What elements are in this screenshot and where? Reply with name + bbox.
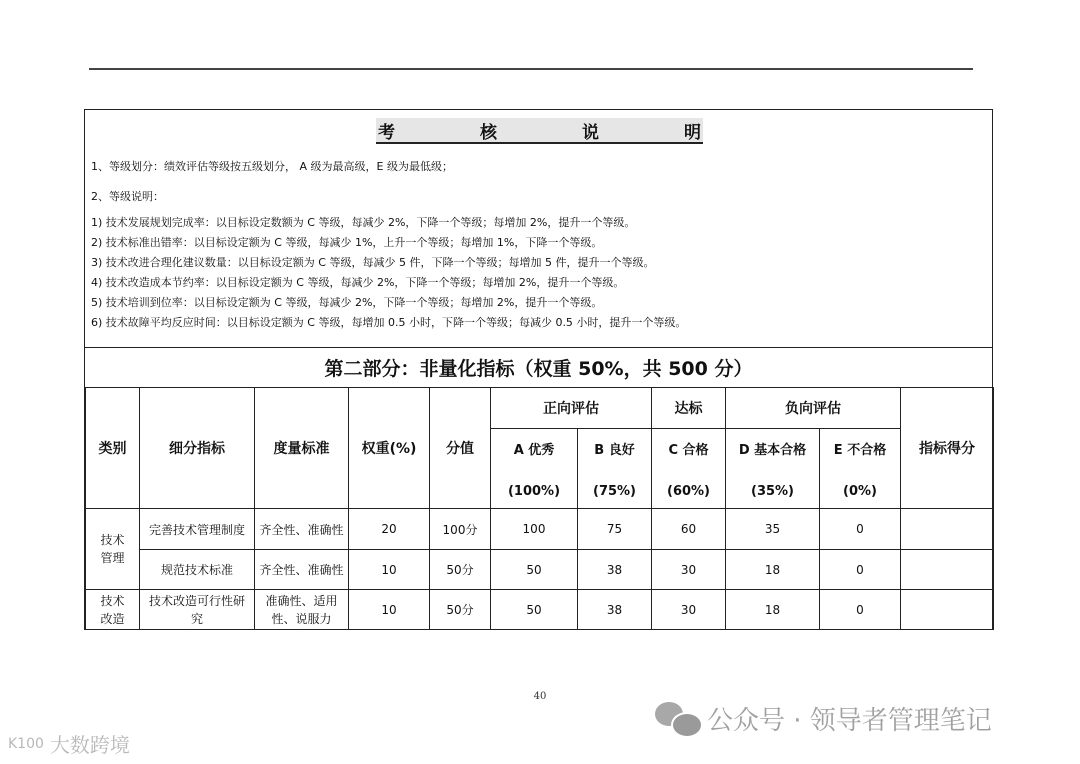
- watermark-brand-text: 大数跨境: [49, 733, 130, 757]
- grade-label: D 基本合格: [738, 442, 807, 458]
- grade-d: [726, 429, 820, 509]
- assessment-notes: [85, 110, 992, 348]
- grade-b-cell: 38: [578, 590, 652, 630]
- notes-title: [376, 118, 703, 144]
- grade-c-cell: 30: [652, 550, 726, 590]
- grade-pct: (75%): [593, 483, 636, 499]
- grade-a-cell: 100: [491, 509, 578, 550]
- grade-d-cell: 18: [726, 590, 820, 630]
- grade-c-cell: 30: [652, 590, 726, 630]
- grade-b-cell: 38: [578, 550, 652, 590]
- note-item: 2) 技术标准出错率：以目标设定额为 C 等级，每减少 1%，上升一个等级；每增加 1%，下降一个等级。: [91, 236, 603, 249]
- watermark-wechat: [655, 700, 992, 737]
- note-item: 1) 技术发展规划完成率：以目标设定数额为 C 等级，每减少 2%，下降一个等级；每增加 2%，提升一个等级。: [91, 216, 636, 229]
- score-cell: 50分: [430, 550, 491, 590]
- indicator-cell: 完善技术管理制度: [140, 509, 255, 550]
- page-number: 40: [533, 691, 547, 702]
- wechat-icon: [655, 702, 701, 736]
- header-result: 指标得分: [901, 388, 994, 509]
- header-score: 分值: [430, 388, 491, 509]
- notes-title-char: 考: [378, 122, 395, 143]
- grade-label: A 优秀: [513, 442, 555, 458]
- watermark-brand: [8, 729, 130, 758]
- indicator-cell: 规范技术标准: [140, 550, 255, 590]
- grade-e: [820, 429, 901, 509]
- header-weight: 权重(%): [349, 388, 430, 509]
- header-negative: 负向评估: [726, 388, 901, 429]
- grade-d-cell: 18: [726, 550, 820, 590]
- grade-a: [491, 429, 578, 509]
- grade-pct: (35%): [751, 483, 794, 499]
- result-cell[interactable]: [901, 590, 994, 630]
- standard-cell: 准确性、适用性、说服力: [255, 590, 349, 630]
- score-cell: 50分: [430, 590, 491, 630]
- standard-cell: 齐全性、准确性: [255, 509, 349, 550]
- note-item: 5) 技术培训到位率：以目标设定额为 C 等级，每减少 2%，下降一个等级；每增加 2%，提升一个等级。: [91, 296, 603, 309]
- header-category: 类别: [86, 388, 140, 509]
- indicator-cell: 技术改造可行性研究: [140, 590, 255, 630]
- grade-e-cell: 0: [820, 509, 901, 550]
- standard-cell: 齐全性、准确性: [255, 550, 349, 590]
- grade-c-cell: 60: [652, 509, 726, 550]
- grade-b-cell: 75: [578, 509, 652, 550]
- grade-d-cell: 35: [726, 509, 820, 550]
- category-cell: 技术改造: [86, 590, 140, 630]
- grade-c: [652, 429, 726, 509]
- note-grade-division: 1、等级划分：绩效评估等级按五级划分， A 级为最高级，E 级为最低级；: [91, 160, 453, 173]
- note-item: 6) 技术故障平均反应时间：以目标设定额为 C 等级，每增加 0.5 小时，下降一个等级；每减少 0.5 小时，提升一个等级。: [91, 316, 687, 329]
- table-row: [86, 590, 994, 630]
- table-row: [86, 509, 994, 550]
- grade-label: C 合格: [668, 442, 709, 458]
- weight-cell: 10: [349, 590, 430, 630]
- watermark-wechat-text: 公众号 · 领导者管理笔记: [707, 706, 992, 736]
- header-pass: 达标: [652, 388, 726, 429]
- grade-pct: (100%): [507, 483, 561, 499]
- grade-b: [578, 429, 652, 509]
- grade-pct: (60%): [667, 483, 710, 499]
- table-row: [86, 550, 994, 590]
- notes-title-char: 核: [480, 122, 497, 143]
- header-positive: 正向评估: [491, 388, 652, 429]
- header-sub-indicator: 细分指标: [140, 388, 255, 509]
- grade-a-cell: 50: [491, 550, 578, 590]
- grade-pct: (0%): [843, 483, 877, 499]
- note-item: 3) 技术改进合理化建议数量：以目标设定额为 C 等级，每减少 5 件，下降一个等级；每增加 5 件，提升一个等级。: [91, 256, 655, 269]
- result-cell[interactable]: [901, 550, 994, 590]
- header-rule: [89, 68, 973, 70]
- section-title: 第二部分：非量化指标（权重 50%，共 500 分）: [85, 347, 992, 388]
- brand-logo-icon: K100: [8, 735, 44, 752]
- weight-cell: 20: [349, 509, 430, 550]
- grade-label: E 不合格: [833, 442, 887, 458]
- document-frame: [84, 109, 993, 630]
- note-item: 4) 技术改造成本节约率：以目标设定额为 C 等级，每减少 2%，下降一个等级；每增加 2%，提升一个等级。: [91, 276, 625, 289]
- notes-title-char: 说: [582, 122, 599, 143]
- grade-e-cell: 0: [820, 550, 901, 590]
- weight-cell: 10: [349, 550, 430, 590]
- score-cell: 100分: [430, 509, 491, 550]
- result-cell[interactable]: [901, 509, 994, 550]
- grade-e-cell: 0: [820, 590, 901, 630]
- notes-title-char: 明: [684, 122, 701, 143]
- indicator-table: [85, 387, 994, 630]
- note-grade-explanation: 2、等级说明：: [91, 190, 164, 203]
- header-standard: 度量标准: [255, 388, 349, 509]
- category-cell: 技术管理: [86, 509, 140, 590]
- grade-label: B 良好: [594, 442, 635, 458]
- grade-a-cell: 50: [491, 590, 578, 630]
